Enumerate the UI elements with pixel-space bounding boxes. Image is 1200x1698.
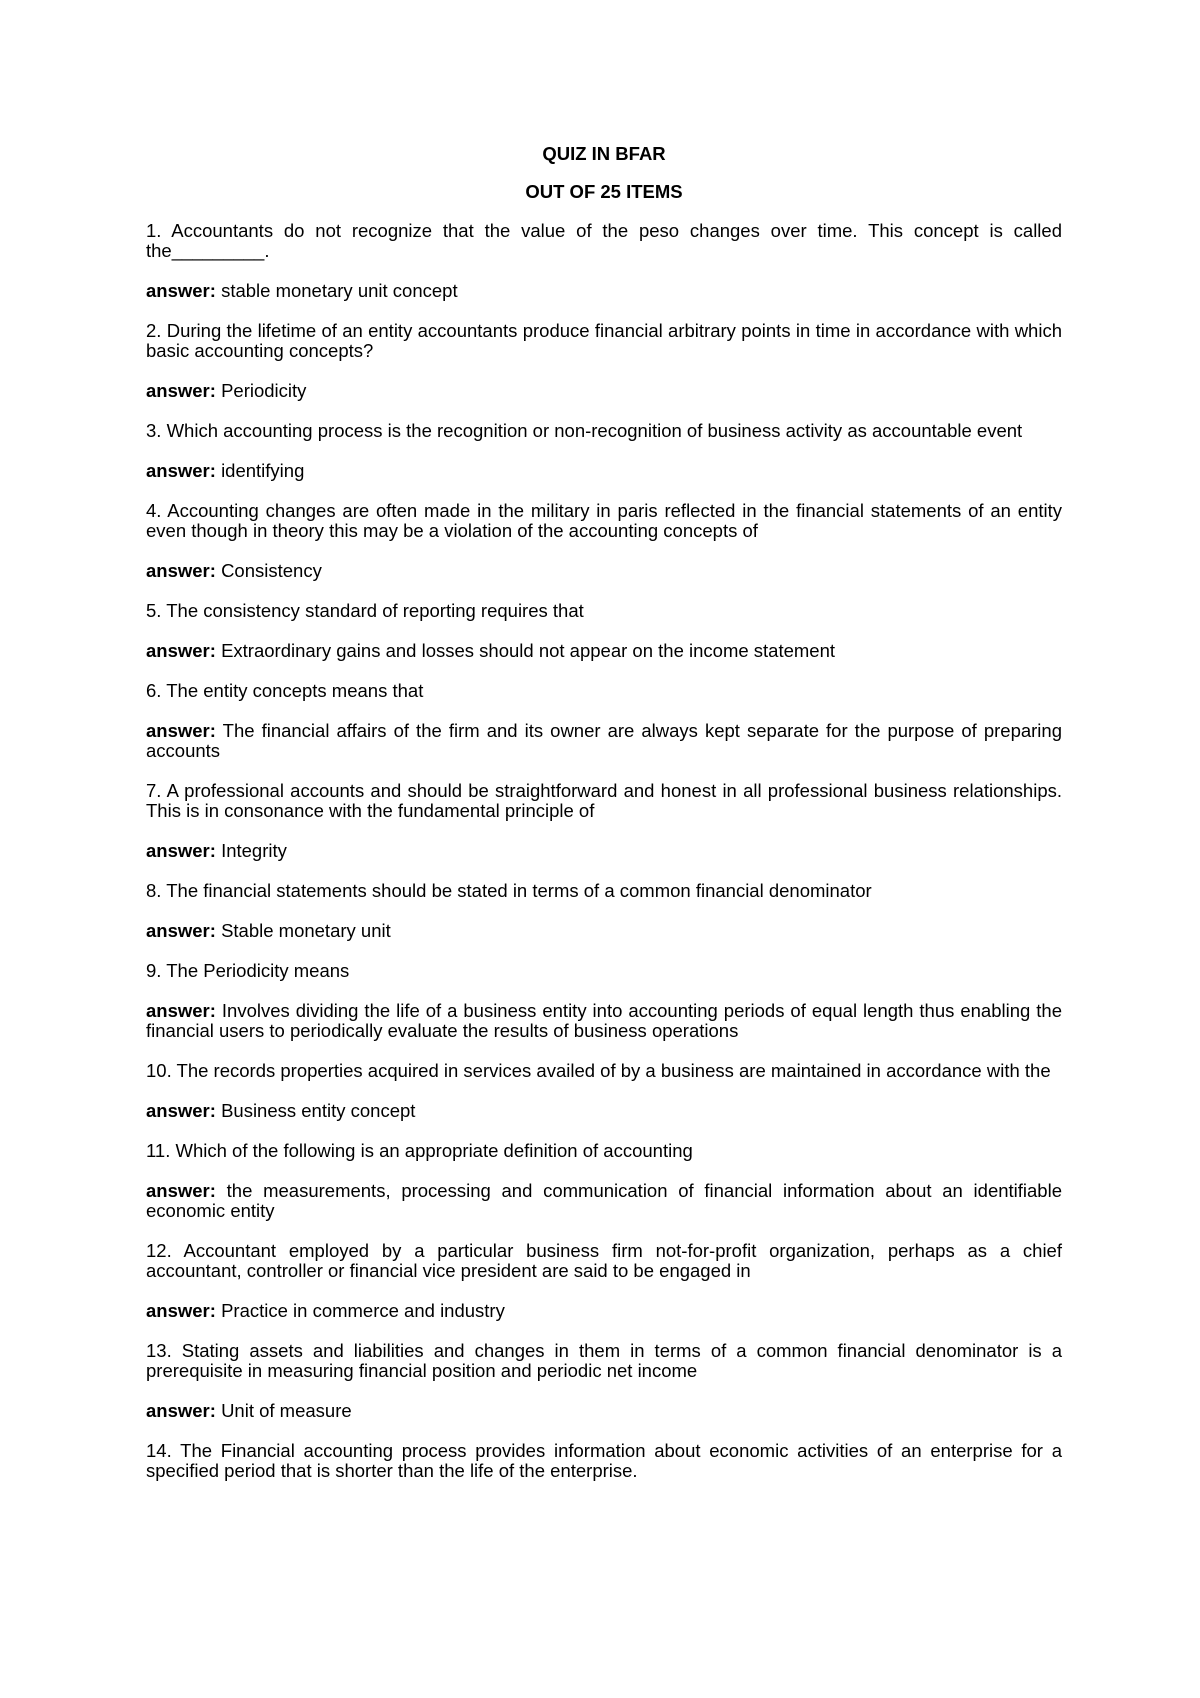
question-number: 7. — [146, 780, 162, 801]
answer-label: answer: — [146, 1000, 216, 1021]
question-body: Which accounting process is the recognition or non-recognition of business activity as accountable event — [166, 420, 1023, 441]
answer-label: answer: — [146, 1300, 216, 1321]
question-text — [146, 221, 1062, 261]
question-item-2 — [146, 321, 1062, 401]
question-item-10 — [146, 1061, 1062, 1121]
answer-text — [146, 281, 1062, 301]
question-text — [146, 1441, 1062, 1481]
answer-body: Consistency — [221, 560, 322, 581]
document-subtitle: OUT OF 25 ITEMS — [525, 181, 683, 202]
answer-text — [146, 381, 1062, 401]
question-text — [146, 1061, 1062, 1081]
question-body: A professional accounts and should be straightforward and honest in all professional business relationships. This is in consonance with the fundamental principle of — [146, 780, 1062, 821]
answer-body: Unit of measure — [221, 1400, 352, 1421]
answer-label: answer: — [146, 920, 216, 941]
question-text — [146, 781, 1062, 821]
answer-label: answer: — [146, 1400, 216, 1421]
question-number: 14. — [146, 1440, 172, 1461]
answer-body: The financial affairs of the firm and its owner are always kept separate for the purpose of preparing accounts — [146, 720, 1062, 761]
question-text — [146, 1141, 1062, 1161]
question-number: 6. — [146, 680, 162, 701]
answer-text — [146, 721, 1062, 761]
question-number: 4. — [146, 500, 162, 521]
question-body: The entity concepts means that — [166, 680, 424, 701]
answer-body: identifying — [221, 460, 305, 481]
question-body: Accountant employed by a particular business firm not-for-profit organization, perhaps as a chief accountant, controller or financial vice president are said to be engaged in — [146, 1240, 1062, 1281]
question-body: Stating assets and liabilities and changes in them in terms of a common financial denominator is a prerequisite in measuring financial position and periodic net income — [146, 1340, 1062, 1381]
question-number: 1. — [146, 220, 162, 241]
answer-body: Extraordinary gains and losses should not appear on the income statement — [221, 640, 836, 661]
answer-body: Business entity concept — [221, 1100, 416, 1121]
question-number: 10. — [146, 1060, 172, 1081]
question-item-8 — [146, 881, 1062, 941]
question-number: 5. — [146, 600, 162, 621]
answer-body: the measurements, processing and communication of financial information about an identifiable economic entity — [146, 1180, 1062, 1221]
answer-label: answer: — [146, 720, 216, 741]
answer-text — [146, 1181, 1062, 1221]
question-item-9 — [146, 961, 1062, 1041]
question-item-5 — [146, 601, 1062, 661]
answer-label: answer: — [146, 380, 216, 401]
answer-text — [146, 641, 1062, 661]
answer-label: answer: — [146, 840, 216, 861]
question-item-3 — [146, 421, 1062, 481]
answer-label: answer: — [146, 1180, 216, 1201]
document-title: QUIZ IN BFAR — [542, 143, 666, 164]
question-text — [146, 601, 1062, 621]
answer-body: Practice in commerce and industry — [221, 1300, 505, 1321]
question-text — [146, 881, 1062, 901]
question-text — [146, 681, 1062, 701]
question-item-1 — [146, 221, 1062, 301]
question-text — [146, 1341, 1062, 1381]
question-body: The records properties acquired in services availed of by a business are maintained in accordance with the — [176, 1060, 1051, 1081]
answer-text — [146, 1401, 1062, 1421]
answer-label: answer: — [146, 460, 216, 481]
answer-body: Integrity — [221, 840, 287, 861]
question-body: Accountants do not recognize that the value of the peso changes over time. This concept is called the_________. — [146, 220, 1062, 261]
question-item-11 — [146, 1141, 1062, 1221]
question-body: The consistency standard of reporting requires that — [166, 600, 584, 621]
question-item-4 — [146, 501, 1062, 581]
question-body: Which of the following is an appropriate definition of accounting — [175, 1140, 693, 1161]
document-page — [146, 144, 1062, 1501]
answer-label: answer: — [146, 1100, 216, 1121]
question-text — [146, 321, 1062, 361]
question-item-12 — [146, 1241, 1062, 1321]
answer-body: Periodicity — [221, 380, 307, 401]
answer-text — [146, 921, 1062, 941]
question-item-14 — [146, 1441, 1062, 1481]
question-text — [146, 1241, 1062, 1281]
question-list — [146, 221, 1062, 1481]
answer-text — [146, 561, 1062, 581]
question-body: The financial statements should be stated in terms of a common financial denominator — [166, 880, 872, 901]
question-body: During the lifetime of an entity accountants produce financial arbitrary points in time in accordance with which basic accounting concepts? — [146, 320, 1062, 361]
question-number: 13. — [146, 1340, 172, 1361]
question-body: The Financial accounting process provides information about economic activities of an enterprise for a specified period that is shorter than the life of the enterprise. — [146, 1440, 1062, 1481]
answer-text — [146, 841, 1062, 861]
question-item-7 — [146, 781, 1062, 861]
answer-body: stable monetary unit concept — [221, 280, 458, 301]
answer-label: answer: — [146, 280, 216, 301]
question-text — [146, 421, 1062, 441]
question-number: 8. — [146, 880, 162, 901]
question-number: 2. — [146, 320, 162, 341]
question-number: 12. — [146, 1240, 172, 1261]
question-body: The Periodicity means — [166, 960, 350, 981]
answer-text — [146, 1001, 1062, 1041]
answer-text — [146, 1301, 1062, 1321]
answer-label: answer: — [146, 640, 216, 661]
answer-body: Involves dividing the life of a business entity into accounting periods of equal length thus enabling the financial users to periodically evaluate the results of business operations — [146, 1000, 1062, 1041]
question-item-13 — [146, 1341, 1062, 1421]
answer-body: Stable monetary unit — [221, 920, 391, 941]
question-number: 11. — [146, 1140, 171, 1161]
answer-label: answer: — [146, 560, 216, 581]
question-text — [146, 961, 1062, 981]
question-body: Accounting changes are often made in the military in paris reflected in the financial statements of an entity even though in theory this may be a violation of the accounting concepts of — [146, 500, 1062, 541]
question-text — [146, 501, 1062, 541]
answer-text — [146, 1101, 1062, 1121]
question-number: 3. — [146, 420, 162, 441]
question-item-6 — [146, 681, 1062, 761]
answer-text — [146, 461, 1062, 481]
question-number: 9. — [146, 960, 162, 981]
